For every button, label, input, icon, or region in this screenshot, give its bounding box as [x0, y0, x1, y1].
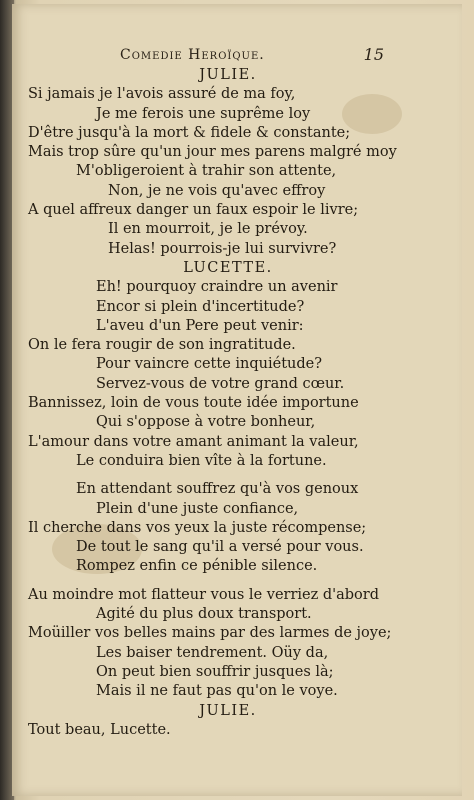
verse-line: Les baiser tendrement. Oüy da,: [96, 644, 329, 661]
running-title: Comedie Heroïque.: [120, 47, 265, 63]
stanza-gap: [28, 577, 428, 586]
verse-line: Moüiller vos belles mains par des larmes de joye;: [28, 625, 392, 642]
verse-line: M'obligeroient à trahir son attente,: [76, 163, 337, 180]
verse-line: Qui s'oppose à votre bonheur,: [96, 414, 316, 431]
verse-line: On peut bien souffrir jusques là;: [96, 663, 334, 680]
verse-line: Non, je ne vois qu'avec effroy: [108, 182, 326, 199]
verse-line: L'amour dans votre amant animant la valeur,: [28, 433, 359, 450]
verse-line: Plein d'une juste confiance,: [96, 500, 299, 517]
verse-line: Encor si plein d'incertitude?: [96, 298, 305, 315]
verse-line: Mais il ne faut pas qu'on le voye.: [96, 683, 338, 700]
page-sheet: [12, 4, 462, 796]
verse-line: Eh! pourquoy craindre un avenir: [96, 279, 338, 296]
verse-line: Servez-vous de votre grand cœur.: [96, 375, 345, 392]
verse-line: Agité du plus doux transport.: [96, 606, 312, 623]
verse-line: De tout le sang qu'il a versé pour vous.: [76, 539, 364, 556]
verse-line: Bannissez, loin de vous toute idée importune: [28, 395, 359, 412]
verse-line: L'aveu d'un Pere peut venir:: [96, 317, 304, 334]
verse-line: D'être jusqu'à la mort & fidele & constante;: [28, 124, 351, 141]
verse-line: Pour vaincre cette inquiétude?: [96, 356, 322, 373]
verse-line: Il cherche dans vos yeux la juste récompense;: [28, 519, 367, 536]
verse-line: Rompez enfin ce pénible silence.: [76, 558, 318, 575]
verse-line: Si jamais je l'avois assuré de ma foy,: [28, 86, 296, 103]
verse-line: A quel affreux danger un faux espoir le livre;: [28, 202, 359, 219]
verse-line: Au moindre mot flatteur vous le verriez d'abord: [28, 586, 380, 603]
verse-line: Il en mourroit, je le prévoy.: [108, 221, 308, 238]
speaker-name: JULIE.: [199, 702, 257, 719]
speaker-name: JULIE.: [199, 67, 257, 83]
verse-line: On le fera rougir de son ingratitude.: [28, 337, 296, 354]
verse-line: Tout beau, Lucette.: [28, 721, 171, 738]
stanza-gap: [28, 471, 428, 480]
speaker-name: LUCETTE.: [183, 259, 273, 276]
page-number: 15: [363, 45, 384, 64]
verse-text-block: [28, 66, 428, 740]
verse-line: Mais trop sûre qu'un jour mes parens malgré moy: [28, 144, 397, 161]
verse-line: Je me ferois une suprême loy: [96, 105, 311, 122]
verse-line: En attendant souffrez qu'à vos genoux: [76, 481, 359, 498]
verse-line: Helas! pourrois-je lui survivre?: [108, 240, 337, 257]
verse-line: Le conduira bien vîte à la fortune.: [76, 452, 327, 469]
